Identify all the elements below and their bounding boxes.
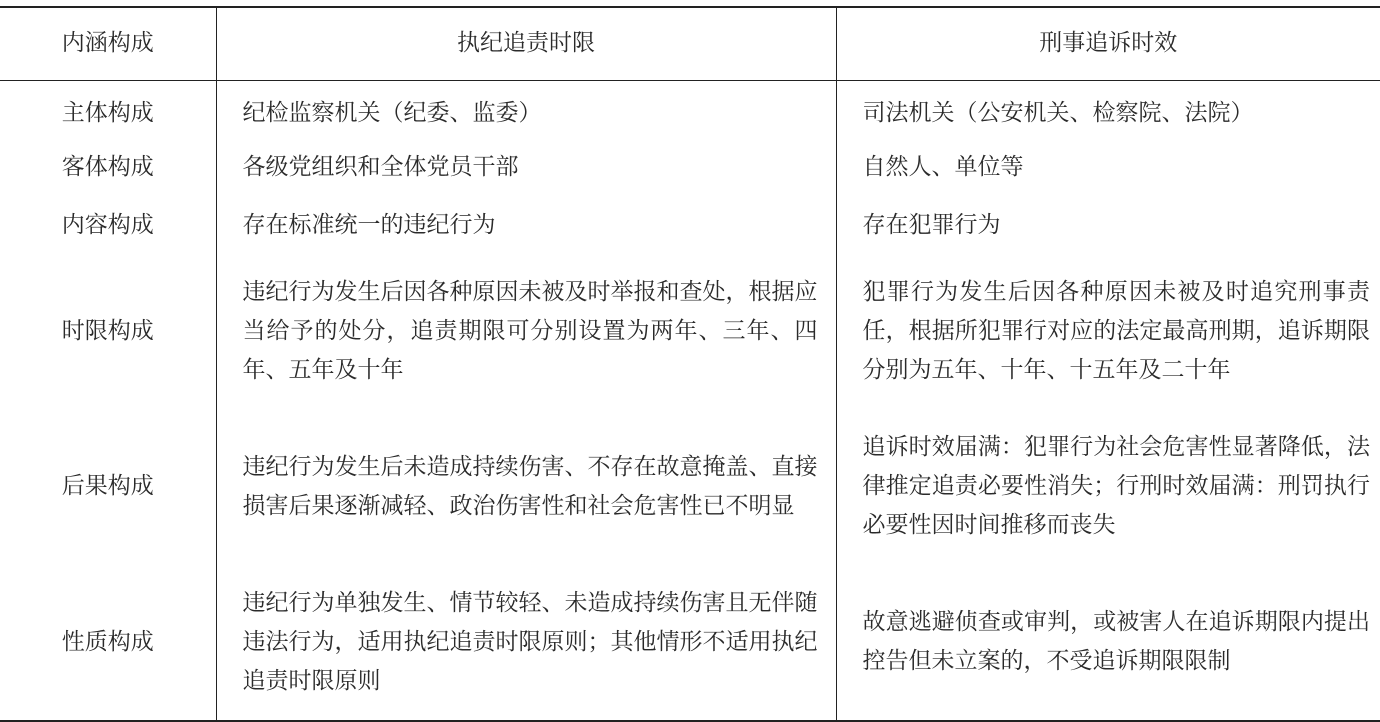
- row-discipline-text: 纪检监察机关（纪委、监委）: [242, 99, 542, 126]
- row-discipline-cell: [216, 254, 836, 409]
- table-row-content: [0, 196, 1380, 254]
- row-discipline-text: 存在标准统一的违纪行为: [242, 211, 496, 238]
- row-category: 客体构成: [0, 138, 216, 196]
- header-criminal-prescription: 刑事追诉时效: [836, 7, 1380, 80]
- row-category: 后果构成: [0, 409, 216, 564]
- row-criminal-cell: [836, 80, 1380, 138]
- row-discipline-cell: [216, 196, 836, 254]
- table-header-row: [0, 7, 1380, 80]
- row-criminal-cell: [836, 138, 1380, 196]
- row-criminal-text: 故意逃避侦查或审判，或被害人在追诉期限内提出控告但未立案的，不受追诉期限限制: [862, 609, 1370, 674]
- row-criminal-cell: [836, 409, 1380, 564]
- row-discipline-cell: [216, 80, 836, 138]
- table-row-object: [0, 138, 1380, 196]
- comparison-table: [0, 6, 1380, 722]
- header-connotation: 内涵构成: [0, 7, 216, 80]
- table-row-subject: [0, 80, 1380, 138]
- row-criminal-text: 追诉时效届满：犯罪行为社会危害性显著降低，法律推定追责必要性消失；行刑时效届满：刑罚执行必要性因时间推移而丧失: [862, 434, 1370, 538]
- row-criminal-text: 犯罪行为发生后因各种原因未被及时追究刑事责任，根据所犯罪行对应的法定最高刑期，追诉期限分别为五年、十年、十五年及二十年: [862, 279, 1370, 383]
- row-criminal-cell: [836, 254, 1380, 409]
- row-discipline-cell: [216, 564, 836, 721]
- table-row-time-limit: [0, 254, 1380, 409]
- row-discipline-cell: [216, 138, 836, 196]
- row-category: 性质构成: [0, 564, 216, 721]
- row-discipline-text: 违纪行为发生后未造成持续伤害、不存在故意掩盖、直接损害后果逐渐减轻、政治伤害性和社会危害性已不明显: [242, 453, 818, 519]
- row-category: 时限构成: [0, 254, 216, 409]
- row-criminal-cell: [836, 564, 1380, 721]
- row-criminal-text: 存在犯罪行为: [862, 211, 1001, 238]
- row-criminal-text: 自然人、单位等: [862, 153, 1024, 180]
- row-category: 内容构成: [0, 196, 216, 254]
- header-discipline-time-limit: 执纪追责时限: [216, 7, 836, 80]
- row-category: 主体构成: [0, 80, 216, 138]
- row-criminal-cell: [836, 196, 1380, 254]
- table-row-consequence: [0, 409, 1380, 564]
- row-discipline-cell: [216, 409, 836, 564]
- row-discipline-text: 违纪行为发生后因各种原因未被及时举报和查处，根据应当给予的处分，追责期限可分别设置为两年、三年、四年、五年及十年: [242, 279, 818, 383]
- row-discipline-text: 各级党组织和全体党员干部: [242, 153, 519, 180]
- row-criminal-text: 司法机关（公安机关、检察院、法院）: [862, 99, 1254, 126]
- row-discipline-text: 违纪行为单独发生、情节较轻、未造成持续伤害且无伴随违法行为，适用执纪追责时限原则；其他情形不适用执纪追责时限原则: [242, 589, 818, 694]
- table-row-nature: [0, 564, 1380, 721]
